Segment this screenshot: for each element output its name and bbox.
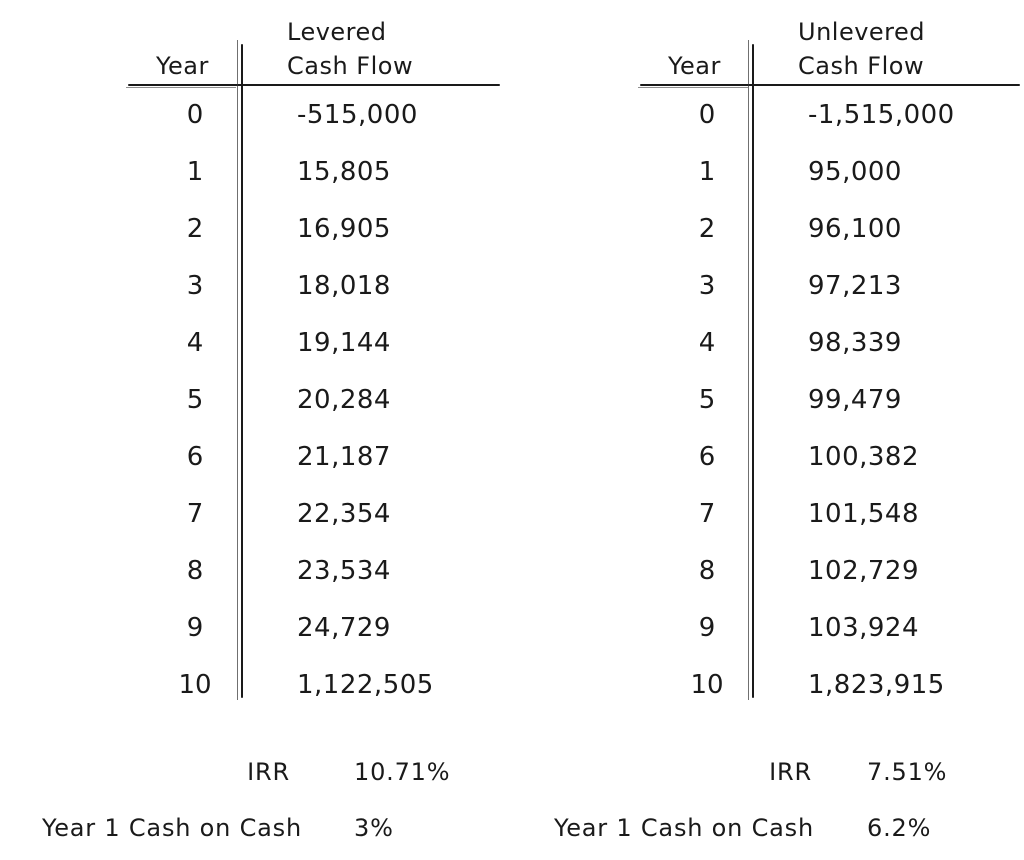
year-cell: 9 bbox=[186, 613, 204, 643]
year-cell: 8 bbox=[186, 556, 204, 586]
unlevered-coc-value: 6.2% bbox=[867, 814, 932, 842]
cash-flow-cell: 20,284 bbox=[297, 385, 391, 415]
table-row bbox=[512, 656, 1024, 713]
unlevered-rows bbox=[512, 86, 1024, 713]
unlevered-header-line2: Cash Flow bbox=[798, 52, 925, 80]
table-row bbox=[0, 599, 512, 656]
table-row bbox=[512, 200, 1024, 257]
levered-coc-value: 3% bbox=[354, 814, 394, 842]
levered-year-header: Year bbox=[156, 52, 209, 80]
year-cell: 8 bbox=[698, 556, 716, 586]
table-row bbox=[512, 143, 1024, 200]
cash-flow-cell: 97,213 bbox=[808, 271, 902, 301]
levered-header-line2: Cash Flow bbox=[287, 52, 414, 80]
cash-flow-cell: 100,382 bbox=[808, 442, 920, 472]
cash-flow-cell: 99,479 bbox=[808, 385, 902, 415]
levered-header-line1: Levered bbox=[287, 18, 387, 46]
levered-rows bbox=[0, 86, 512, 713]
year-cell: 10 bbox=[178, 670, 212, 700]
year-cell: 7 bbox=[698, 499, 716, 529]
year-cell: 6 bbox=[698, 442, 716, 472]
unlevered-irr-value: 7.51% bbox=[867, 758, 948, 786]
cash-flow-cell: 23,534 bbox=[297, 556, 391, 586]
year-cell: 9 bbox=[698, 613, 716, 643]
year-cell: 6 bbox=[186, 442, 204, 472]
cash-flow-cell: 1,823,915 bbox=[808, 670, 945, 700]
year-cell: 0 bbox=[186, 100, 204, 130]
levered-irr-value: 10.71% bbox=[354, 758, 451, 786]
cash-flow-cell: 102,729 bbox=[808, 556, 920, 586]
cash-flow-cell: 18,018 bbox=[297, 271, 391, 301]
year-cell: 3 bbox=[186, 271, 204, 301]
year-cell: 2 bbox=[186, 214, 204, 244]
levered-irr-label: IRR bbox=[247, 758, 290, 786]
cash-flow-cell: -1,515,000 bbox=[808, 100, 955, 130]
year-cell: 5 bbox=[698, 385, 716, 415]
table-row bbox=[0, 371, 512, 428]
unlevered-header-line1: Unlevered bbox=[798, 18, 926, 46]
year-cell: 1 bbox=[698, 157, 716, 187]
table-row bbox=[512, 314, 1024, 371]
cash-flow-cell: 24,729 bbox=[297, 613, 391, 643]
cash-flow-cell: 1,122,505 bbox=[297, 670, 434, 700]
year-cell: 2 bbox=[698, 214, 716, 244]
levered-coc-label: Year 1 Cash on Cash bbox=[41, 814, 302, 842]
cash-flow-cell: 16,905 bbox=[297, 214, 391, 244]
table-row bbox=[0, 485, 512, 542]
cash-flow-cell: 95,000 bbox=[808, 157, 902, 187]
cash-flow-cell: 103,924 bbox=[808, 613, 920, 643]
table-row bbox=[0, 86, 512, 143]
cash-flow-cell: 22,354 bbox=[297, 499, 391, 529]
table-row bbox=[0, 143, 512, 200]
cash-flow-cell: 21,187 bbox=[297, 442, 391, 472]
year-cell: 1 bbox=[186, 157, 204, 187]
table-row bbox=[512, 599, 1024, 656]
table-row bbox=[0, 200, 512, 257]
year-cell: 7 bbox=[186, 499, 204, 529]
year-cell: 10 bbox=[690, 670, 724, 700]
cash-flow-cell: 98,339 bbox=[808, 328, 902, 358]
unlevered-coc-label: Year 1 Cash on Cash bbox=[553, 814, 814, 842]
table-row bbox=[0, 656, 512, 713]
year-cell: 3 bbox=[698, 271, 716, 301]
year-cell: 5 bbox=[186, 385, 204, 415]
cash-flow-cell: 15,805 bbox=[297, 157, 391, 187]
cash-flow-cell: -515,000 bbox=[297, 100, 418, 130]
cash-flow-cell: 96,100 bbox=[808, 214, 902, 244]
unlevered-irr-label: IRR bbox=[769, 758, 812, 786]
year-cell: 4 bbox=[698, 328, 716, 358]
table-row bbox=[0, 542, 512, 599]
table-row bbox=[512, 86, 1024, 143]
unlevered-year-header: Year bbox=[668, 52, 721, 80]
table-row bbox=[0, 314, 512, 371]
year-cell: 0 bbox=[698, 100, 716, 130]
table-row bbox=[512, 542, 1024, 599]
table-row bbox=[512, 428, 1024, 485]
table-row bbox=[0, 428, 512, 485]
table-row bbox=[512, 371, 1024, 428]
year-cell: 4 bbox=[186, 328, 204, 358]
unlevered-cash-flow-table bbox=[512, 0, 1024, 860]
table-row bbox=[512, 485, 1024, 542]
table-row bbox=[0, 257, 512, 314]
table-row bbox=[512, 257, 1024, 314]
cash-flow-cell: 19,144 bbox=[297, 328, 391, 358]
cash-flow-cell: 101,548 bbox=[808, 499, 920, 529]
